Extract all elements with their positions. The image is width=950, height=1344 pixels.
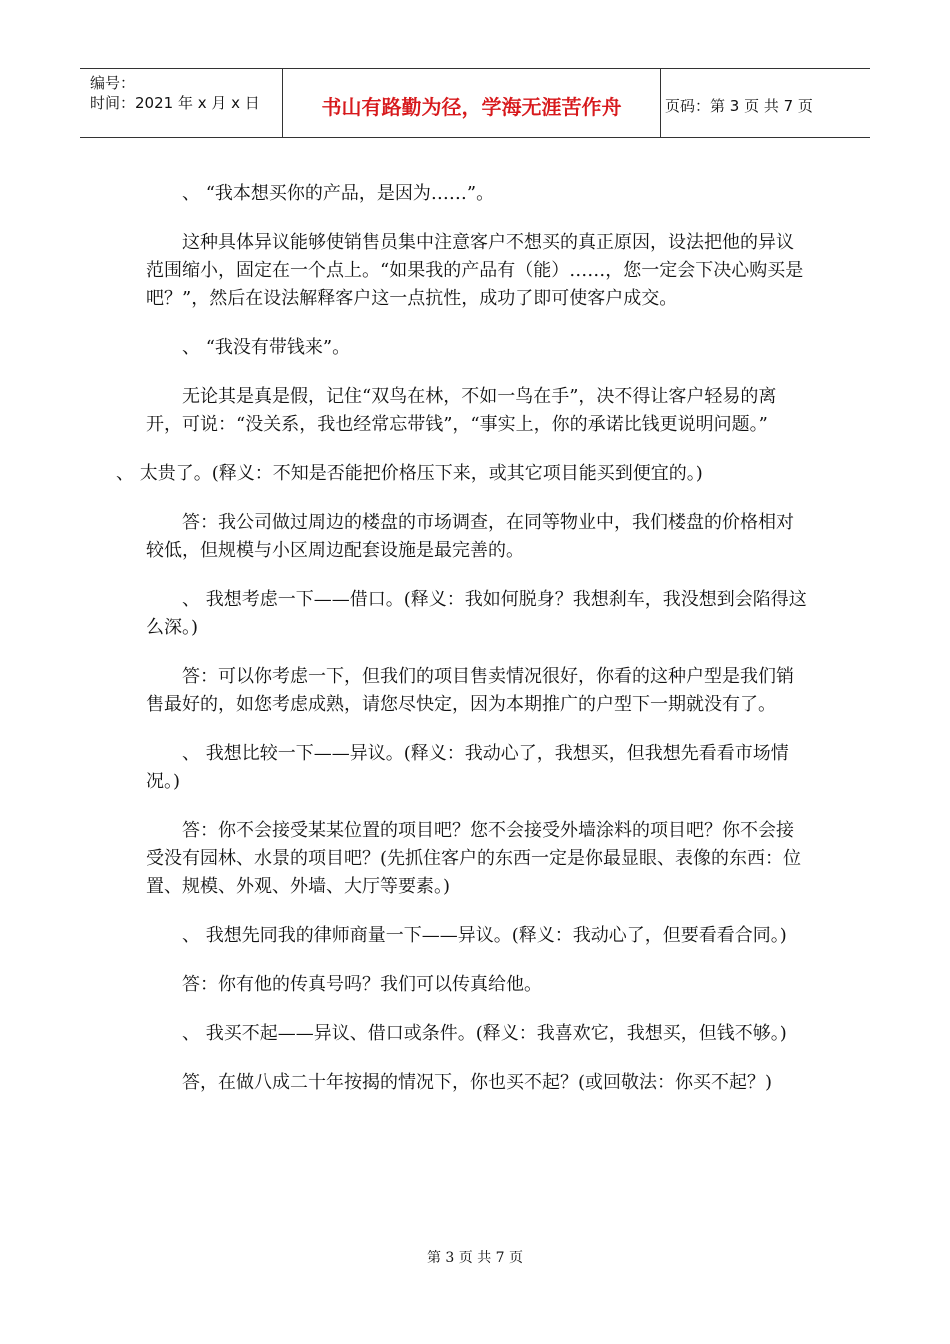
paragraph: 这种具体异议能够使销售员集中注意客户不想买的真正原因，设法把他的异议范围缩小，固定在一个点上。“如果我的产品有（能）……，您一定会下决心购买是吧？”，然后在设法解释客户这一点抗性，成功了即可使客户成交。	[146, 232, 804, 309]
time-label: 时间：2021 年 x 月 x 日	[90, 94, 260, 112]
paragraph: 无论其是真是假，记住“双鸟在林，不如一鸟在手”，决不得让客户轻易的离开，可说：“没关系，我也经常忘带钱”，“事实上，你的承诺比钱更说明问题。”	[146, 386, 777, 435]
paragraph: 答：可以你考虑一下，但我们的项目售卖情况很好，你看的这种户型是我们销售最好的，如您考虑成熟，请您尽快定，因为本期推广的户型下一期就没有了。	[146, 666, 794, 715]
paragraph: 答：你不会接受某某位置的项目吧？您不会接受外墙涂料的项目吧？你不会接受没有园林、水景的项目吧？(先抓住客户的东西一定是你最显眼、表像的东西：位置、规模、外观、外墙、大厅等要素。)	[146, 820, 802, 897]
paragraph: 、 “我没有带钱来”。	[182, 337, 351, 358]
paragraph: 答：你有他的传真号吗？我们可以传真给他。	[182, 974, 542, 995]
number-label: 编号：	[90, 74, 136, 92]
paragraph: 、 我想比较一下——异议。(释义：我动心了，我想买，但我想先看看市场情况。)	[146, 743, 789, 792]
paragraph: 、 “我本想买你的产品，是因为……”。	[182, 183, 495, 204]
page-footer: 第 3 页 共 7 页	[426, 1250, 524, 1266]
document-body	[116, 180, 810, 1118]
header-meta	[80, 69, 283, 137]
header-motto: 书山有路勤为径，学海无涯苦作舟	[283, 69, 661, 137]
header-page-label: 页码：第 3 页 共 7 页	[665, 96, 813, 115]
paragraph: 、 我想考虑一下——借口。(释义：我如何脱身？我想刹车，我没想到会陷得这么深。)	[146, 589, 807, 638]
paragraph: 、 我想先同我的律师商量一下——异议。(释义：我动心了，但要看看合同。)	[182, 925, 787, 946]
paragraph: 答，在做八成二十年按揭的情况下，你也买不起？(或回敬法：你买不起？)	[182, 1072, 773, 1093]
paragraph: 答：我公司做过周边的楼盘的市场调查，在同等物业中，我们楼盘的价格相对较低，但规模与小区周边配套设施是最完善的。	[146, 512, 794, 561]
paragraph: 、 我买不起——异议、借口或条件。(释义：我喜欢它，我想买，但钱不够。)	[182, 1023, 787, 1044]
page-header	[80, 68, 870, 138]
paragraph: 、 太贵了。(释义：不知是否能把价格压下来，或其它项目能买到便宜的。)	[116, 463, 703, 484]
